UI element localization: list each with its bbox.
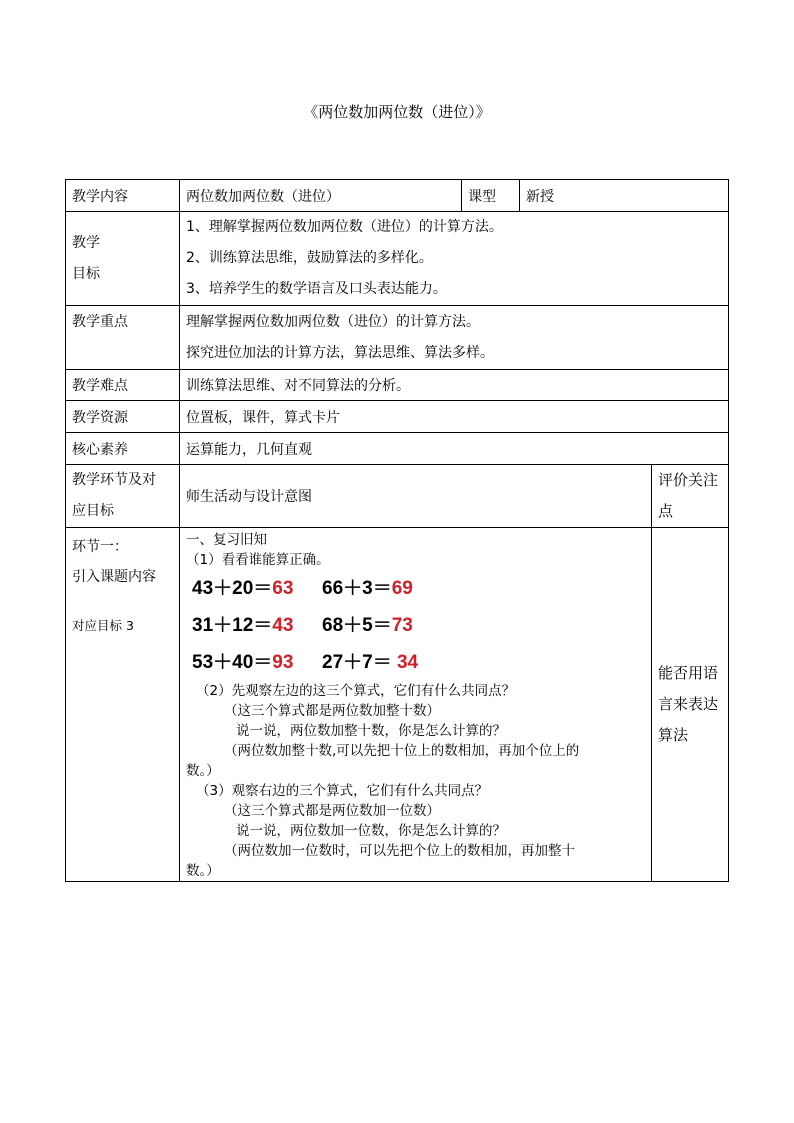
lesson-plan-table: [65, 179, 729, 882]
value-core-literacy: 运算能力，几何直观: [180, 433, 729, 465]
value-key-points: [180, 306, 729, 370]
question-3-prompt: 说一说，两位数加一位数，你是怎么计算的？: [236, 823, 506, 839]
question-3-explanation: （两位数加一位数时，可以先把个位上的数相加，再加整十: [224, 843, 575, 859]
row-stage-one: [66, 528, 729, 882]
value-goals: [180, 212, 729, 306]
stage-one-label: 环节一： 引入课题内容 对应目标 3: [66, 528, 180, 882]
goal-item: 1、理解掌握两位数加两位数（进位）的计算方法。: [186, 219, 503, 235]
question-3: （3）观察右边的三个算式，它们有什么共同点？: [196, 783, 489, 799]
label-stage: 教学环节及对 应目标: [66, 465, 180, 528]
row-resources: [66, 401, 729, 433]
question-3-explanation-cont: 数。）: [186, 863, 220, 879]
equation-row: 43＋20＝63 66＋3＝69: [192, 578, 413, 599]
goal-item: 3、培养学生的数学语言及口头表达能力。: [186, 281, 447, 297]
row-core-literacy: [66, 433, 729, 465]
question-2: （2）先观察左边的这三个算式，它们有什么共同点？: [196, 683, 516, 699]
goal-item: 2、训练算法思维，鼓励算法的多样化。: [186, 250, 433, 266]
stage-one-evaluation: 能否用语 言来表达 算法: [652, 528, 729, 882]
label-difficulty: 教学难点: [66, 370, 180, 401]
label-goals: 教学 目标: [66, 212, 180, 306]
value-content: 两位数加两位数（进位）: [180, 180, 462, 212]
value-difficulty: 训练算法思维、对不同算法的分析。: [180, 370, 729, 401]
row-difficulty: [66, 370, 729, 401]
question-2-explanation-cont: 数。）: [186, 763, 220, 779]
key-point-item: 探究进位加法的计算方法，算法思维、算法多样。: [186, 344, 494, 361]
question-2-answer: （这三个算式都是两位数加整十数）: [224, 703, 440, 719]
key-point-item: 理解掌握两位数加两位数（进位）的计算方法。: [186, 313, 480, 330]
label-core-literacy: 核心素养: [66, 433, 180, 465]
document-title: 《两位数加两位数（进位）》: [303, 103, 491, 121]
label-evaluation: 评价关注 点: [652, 465, 729, 528]
row-content: [66, 180, 729, 212]
question-3-answer: （这三个算式都是两位数加一位数）: [224, 803, 440, 819]
value-type: 新授: [520, 180, 729, 212]
question-2-explanation: （两位数加整十数,可以先把十位上的数相加，再加个位上的: [224, 743, 580, 759]
equation-row: 31＋12＝43 68＋5＝73: [192, 615, 413, 636]
row-section-header: [66, 465, 729, 528]
section-heading: 一、复习旧知: [186, 532, 267, 548]
equation-row: 53＋40＝93 27＋7＝ 34: [192, 652, 419, 673]
row-key-points: [66, 306, 729, 370]
sub-question-1: （1）看看谁能算正确。: [186, 552, 330, 568]
stage-one-activities: [180, 528, 652, 882]
value-resources: 位置板，课件，算式卡片: [180, 401, 729, 433]
label-resources: 教学资源: [66, 401, 180, 433]
label-activities: 师生活动与设计意图: [180, 465, 652, 528]
label-key-points: 教学重点: [66, 306, 180, 370]
row-goals: [66, 212, 729, 306]
label-content: 教学内容: [66, 180, 180, 212]
question-2-prompt: 说一说，两位数加整十数，你是怎么计算的？: [236, 723, 506, 739]
label-type: 课型: [462, 180, 520, 212]
